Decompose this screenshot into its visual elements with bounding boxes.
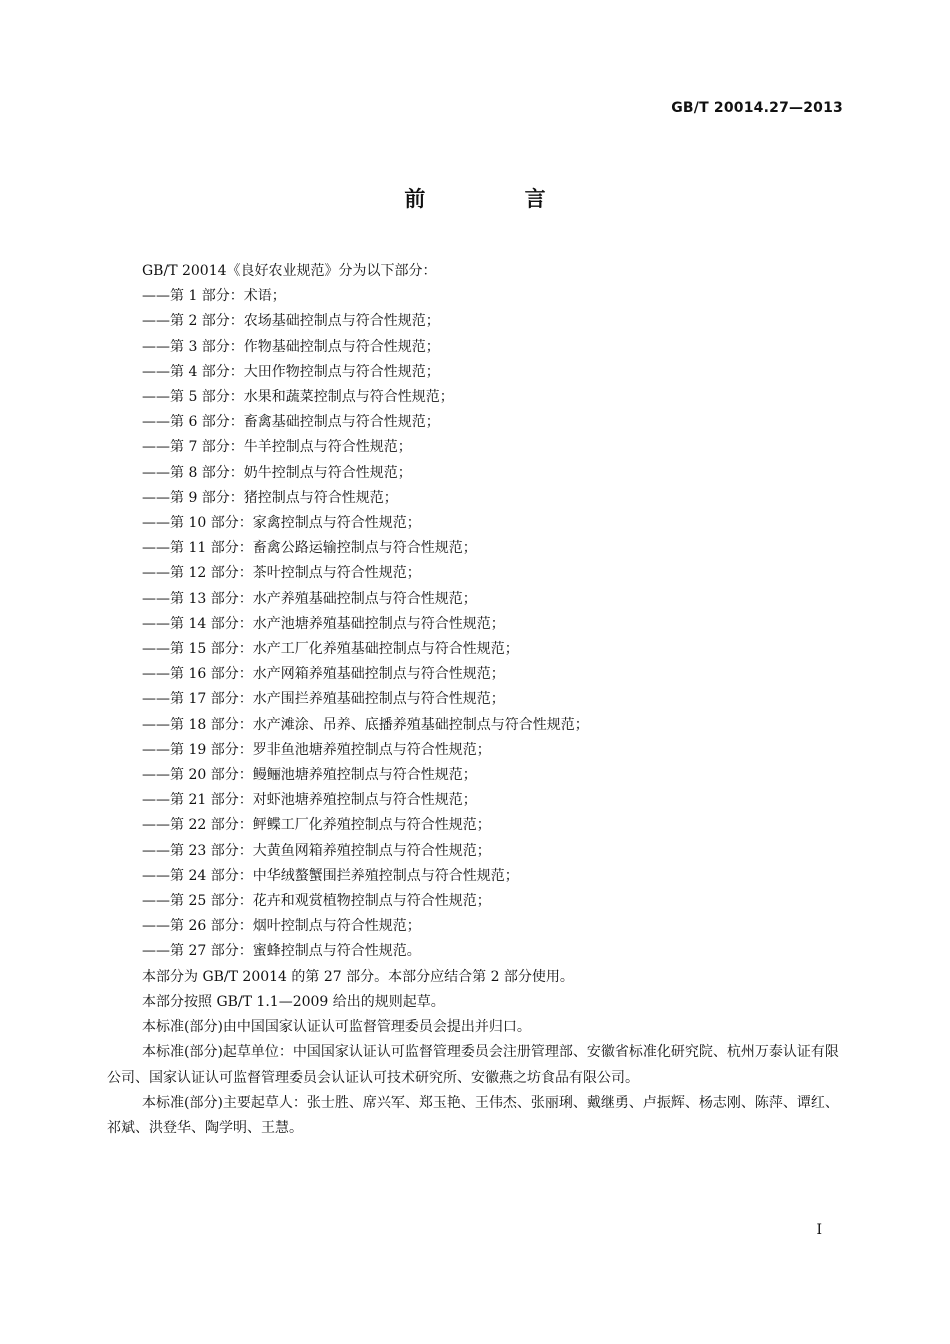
part-list-item: ——第 3 部分：作物基础控制点与符合性规范；	[142, 338, 440, 355]
part-list-item: ——第 19 部分：罗非鱼池塘养殖控制点与符合性规范；	[142, 741, 491, 758]
part-list-item: ——第 4 部分：大田作物控制点与符合性规范；	[142, 363, 440, 380]
part-list-item: ——第 15 部分：水产工厂化养殖基础控制点与符合性规范；	[142, 641, 519, 658]
body-paragraph: 本标准(部分)起草单位：中国国家认证认可监督管理委员会注册管理部、安徽省标准化研究院、杭州万泰认证有限公司、国家认证认可监督管理委员会认证认可技术研究所、安徽燕之坊食品有限公司。	[107, 1044, 839, 1086]
part-list-item: ——第 12 部分：茶叶控制点与符合性规范；	[142, 565, 421, 582]
part-list-item: ——第 17 部分：水产围拦养殖基础控制点与符合性规范；	[142, 691, 505, 708]
body-paragraph: 本标准(部分)主要起草人：张士胜、席兴军、郑玉艳、王伟杰、张丽琍、戴继勇、卢振辉、杨志刚、陈萍、谭红、祁斌、洪登华、陶学明、王慧。	[107, 1094, 839, 1136]
parts-list	[107, 284, 843, 964]
page-title: 前 言	[404, 187, 592, 211]
part-list-item: ——第 9 部分：猪控制点与符合性规范；	[142, 489, 398, 506]
part-list-item: ——第 24 部分：中华绒螯蟹围拦养殖控制点与符合性规范；	[142, 867, 519, 884]
part-list-item: ——第 14 部分：水产池塘养殖基础控制点与符合性规范；	[142, 615, 505, 632]
part-list-item: ——第 7 部分：牛羊控制点与符合性规范；	[142, 439, 412, 456]
part-list-item: ——第 1 部分：术语；	[142, 288, 286, 305]
foreword-body	[107, 259, 843, 1141]
part-list-item: ——第 13 部分：水产养殖基础控制点与符合性规范；	[142, 590, 477, 607]
intro-paragraph: GB/T 20014《良好农业规范》分为以下部分：	[142, 263, 437, 279]
part-list-item: ——第 6 部分：畜禽基础控制点与符合性规范；	[142, 414, 440, 431]
part-list-item: ——第 22 部分：鲆鲽工厂化养殖控制点与符合性规范；	[142, 817, 491, 834]
part-list-item: ——第 8 部分：奶牛控制点与符合性规范；	[142, 464, 412, 481]
part-list-item: ——第 25 部分：花卉和观赏植物控制点与符合性规范；	[142, 893, 491, 910]
part-list-item: ——第 20 部分：鳗鲡池塘养殖控制点与符合性规范；	[142, 767, 477, 784]
part-list-item: ——第 27 部分：蜜蜂控制点与符合性规范。	[142, 943, 421, 960]
body-paragraph: 本标准(部分)由中国国家认证认可监督管理委员会提出并归口。	[142, 1019, 531, 1036]
page-number: I	[816, 1222, 822, 1238]
part-list-item: ——第 11 部分：畜禽公路运输控制点与符合性规范；	[142, 540, 477, 557]
paragraph-list	[107, 965, 843, 1141]
part-list-item: ——第 16 部分：水产网箱养殖基础控制点与符合性规范；	[142, 666, 505, 683]
part-list-item: ——第 21 部分：对虾池塘养殖控制点与符合性规范；	[142, 792, 477, 809]
part-list-item: ——第 26 部分：烟叶控制点与符合性规范；	[142, 918, 421, 935]
part-list-item: ——第 10 部分：家禽控制点与符合性规范；	[142, 515, 421, 532]
standard-code: GB/T 20014.27—2013	[671, 100, 843, 116]
part-list-item: ——第 5 部分：水果和蔬菜控制点与符合性规范；	[142, 389, 454, 406]
body-paragraph: 本部分按照 GB/T 1.1—2009 给出的规则起草。	[142, 993, 445, 1010]
body-paragraph: 本部分为 GB/T 20014 的第 27 部分。本部分应结合第 2 部分使用。	[142, 968, 574, 985]
part-list-item: ——第 2 部分：农场基础控制点与符合性规范；	[142, 313, 440, 330]
part-list-item: ——第 23 部分：大黄鱼网箱养殖控制点与符合性规范；	[142, 842, 491, 859]
part-list-item: ——第 18 部分：水产滩涂、吊养、底播养殖基础控制点与符合性规范；	[142, 716, 589, 733]
